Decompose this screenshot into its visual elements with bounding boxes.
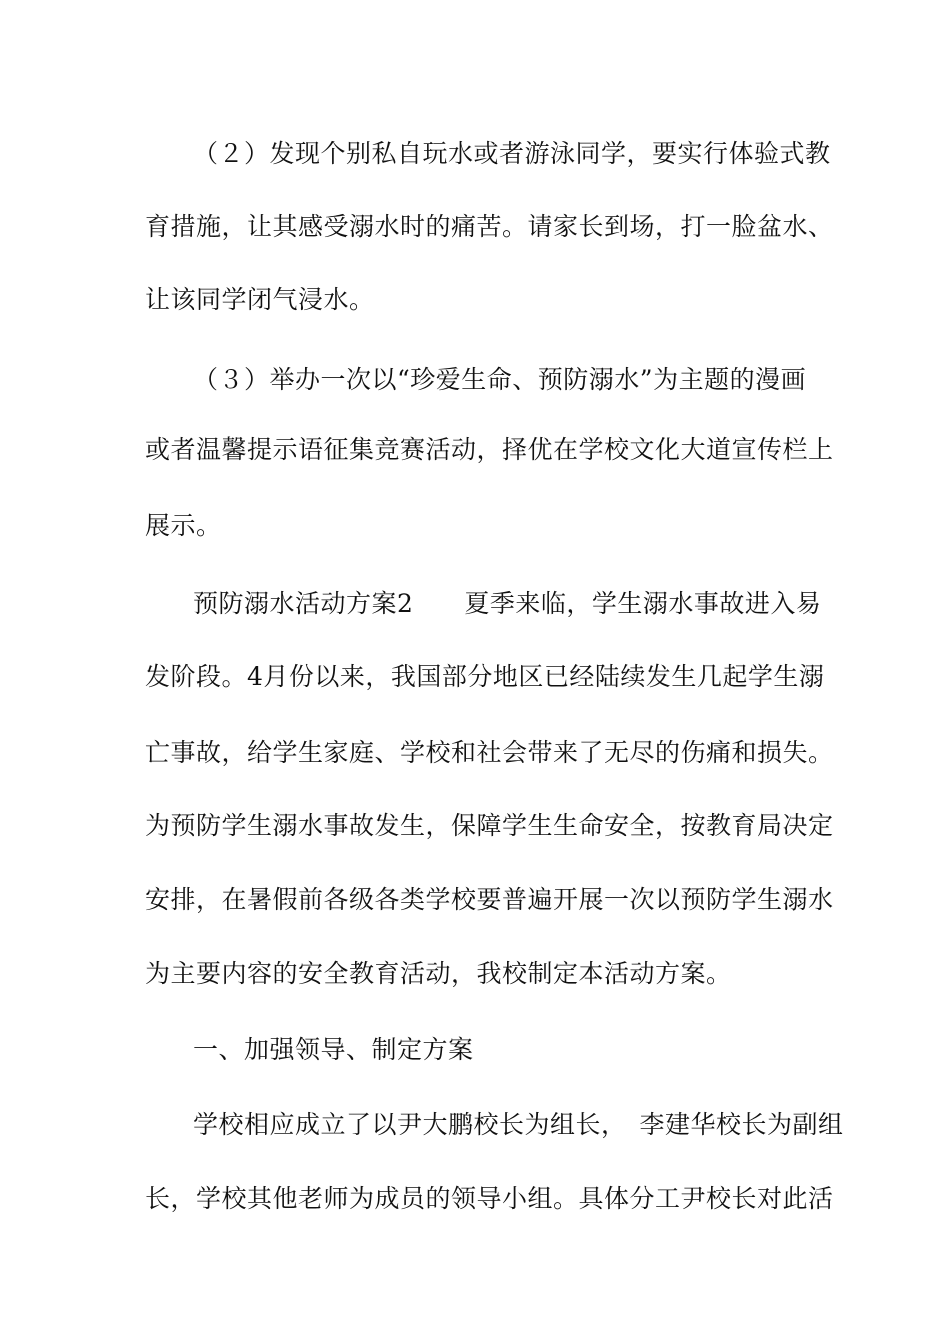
text-line: （２）发现个别私自玩水或者游泳同学，要实行体验式教 [193,139,831,168]
text-line: 发阶段。4月份以来，我国部分地区已经陆续发生几起学生溺 [145,662,825,691]
text-line: 或者温馨提示语征集竞赛活动，择优在学校文化大道宣传栏上 [145,435,834,464]
text-line: 展示。 [145,511,222,540]
text-line: 为主要内容的安全教育活动，我校制定本活动方案。 [145,959,732,988]
section-heading: 一、加强领导、制定方案 [193,1035,474,1064]
text-line: 为预防学生溺水事故发生，保障学生生命安全，按教育局决定 [145,811,834,840]
text-line: 学校相应成立了以尹大鹏校长为组长， 李建华校长为副组 [193,1110,844,1139]
text-line: 安排，在暑假前各级各类学校要普遍开展一次以预防学生溺水 [145,885,834,914]
text-line: 长，学校其他老师为成员的领导小组。具体分工尹校长对此活 [145,1184,834,1213]
text-line: （３）举办一次以“珍爱生命、预防溺水”为主题的漫画 [193,365,807,394]
text-line: 让该同学闭气浸水。 [145,285,375,314]
text-line: 育措施，让其感受溺水时的痛苦。请家长到场，打一脸盆水、 [145,212,834,241]
text-line: 亡事故，给学生家庭、学校和社会带来了无尽的伤痛和损失。 [145,738,834,767]
text-line: 预防溺水活动方案2 夏季来临，学生溺水事故进入易 [193,589,822,618]
